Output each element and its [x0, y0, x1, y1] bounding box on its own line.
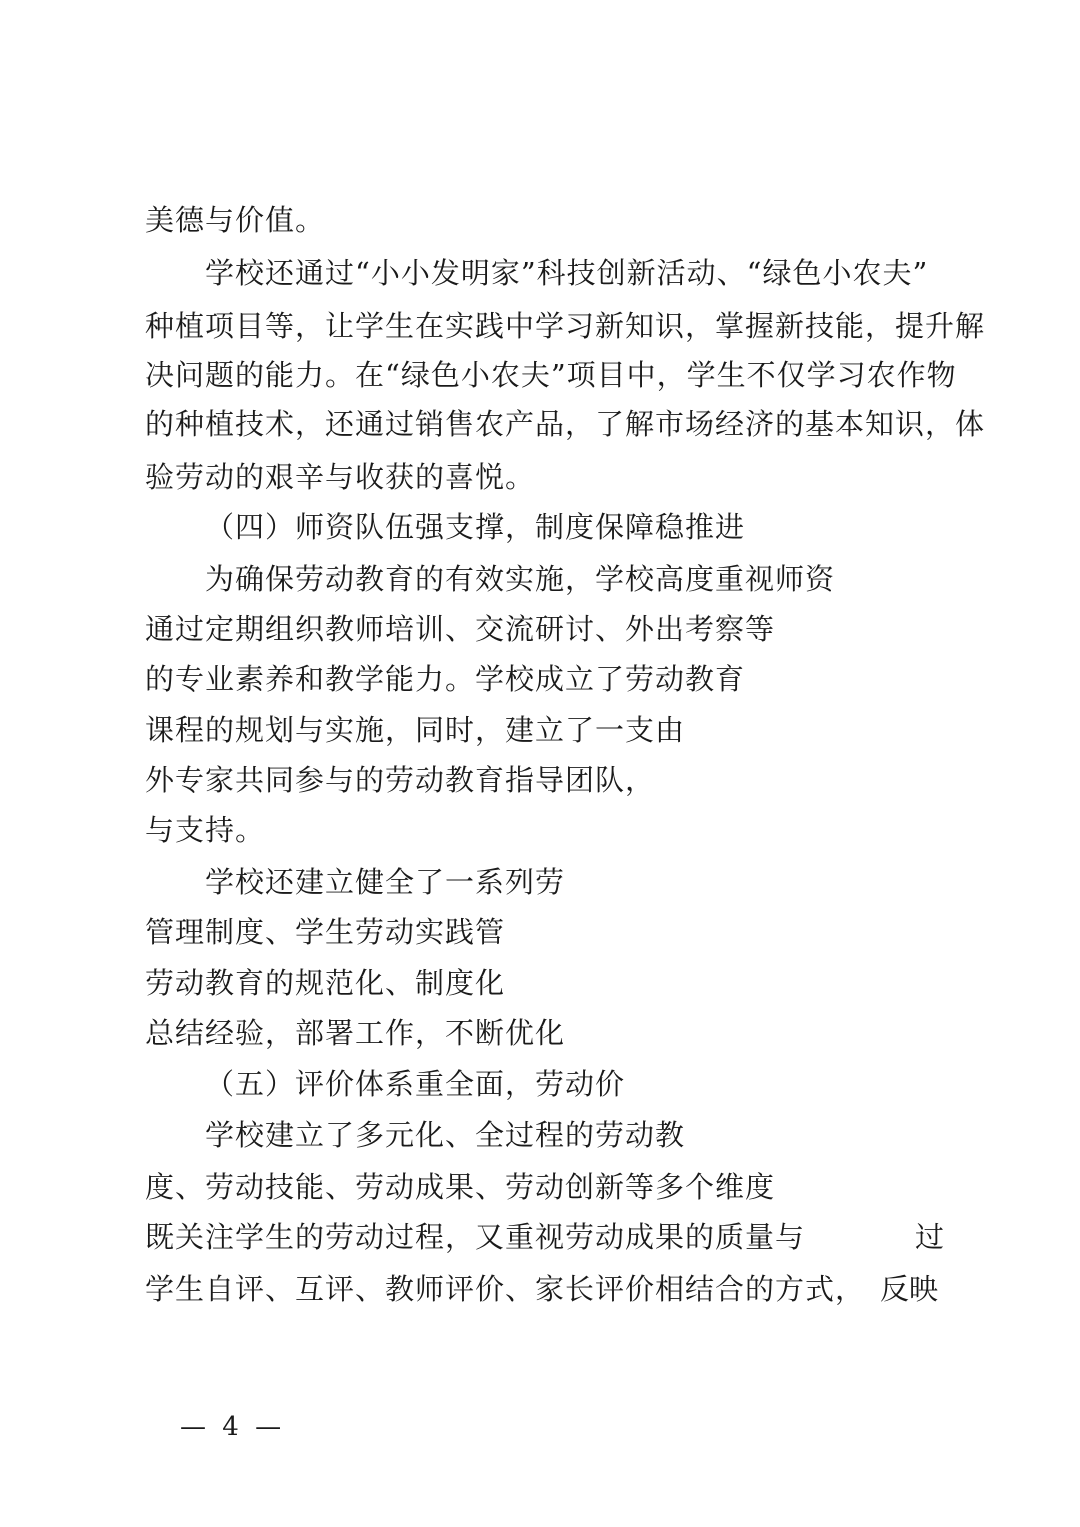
body-text-fragment: 过: [915, 1220, 945, 1254]
body-text-fragment: 反映: [880, 1272, 939, 1306]
body-text-line: 度、劳动技能、劳动成果、劳动创新等多个维度: [145, 1170, 776, 1204]
body-text-line: 美德与价值。: [145, 203, 326, 237]
body-text-line: 的专业素养和教学能力。学校成立了劳动教育: [145, 662, 746, 696]
body-text-line: 决问题的能力。在“绿色小农夫”项目中，学生不仅学习农作物: [145, 358, 957, 392]
body-text-line: 外专家共同参与的劳动教育指导团队，: [145, 763, 656, 797]
body-text-line: 与支持。: [145, 813, 266, 847]
body-text-line: 种植项目等，让学生在实践中学习新知识，掌握新技能，提升解: [145, 309, 986, 343]
body-text-line: 总结经验，部署工作，不断优化: [145, 1016, 566, 1050]
body-text-line: 课程的规划与实施，同时，建立了一支由: [145, 713, 686, 747]
body-text-line: 学生自评、互评、教师评价、家长评价相结合的方式，: [145, 1272, 866, 1306]
body-text-line: 的种植技术，还通过销售农产品，了解市场经济的基本知识，体: [145, 407, 986, 441]
body-text-line: 通过定期组织教师培训、交流研讨、外出考察等: [145, 612, 776, 646]
page-number: — 4 —: [180, 1412, 286, 1442]
body-text-line: 管理制度、学生劳动实践管: [145, 915, 506, 949]
body-text-line: 劳动教育的规范化、制度化: [145, 966, 506, 1000]
body-text-line: 验劳动的艰辛与收获的喜悦。: [145, 460, 536, 494]
paragraph-start-line: 学校还建立健全了一系列劳: [205, 865, 566, 899]
paragraph-start-line: 学校建立了多元化、全过程的劳动教: [205, 1118, 686, 1152]
section-heading-four: （四）师资队伍强支撑，制度保障稳推进: [205, 510, 746, 544]
section-heading-five: （五）评价体系重全面，劳动价: [205, 1067, 626, 1101]
body-text-line: 既关注学生的劳动过程，又重视劳动成果的质量与: [145, 1220, 806, 1254]
paragraph-start-line: 为确保劳动教育的有效实施，学校高度重视师资: [205, 562, 836, 596]
paragraph-start-line: 学校还通过“小小发明家”科技创新活动、“绿色小农夫”: [205, 256, 929, 290]
